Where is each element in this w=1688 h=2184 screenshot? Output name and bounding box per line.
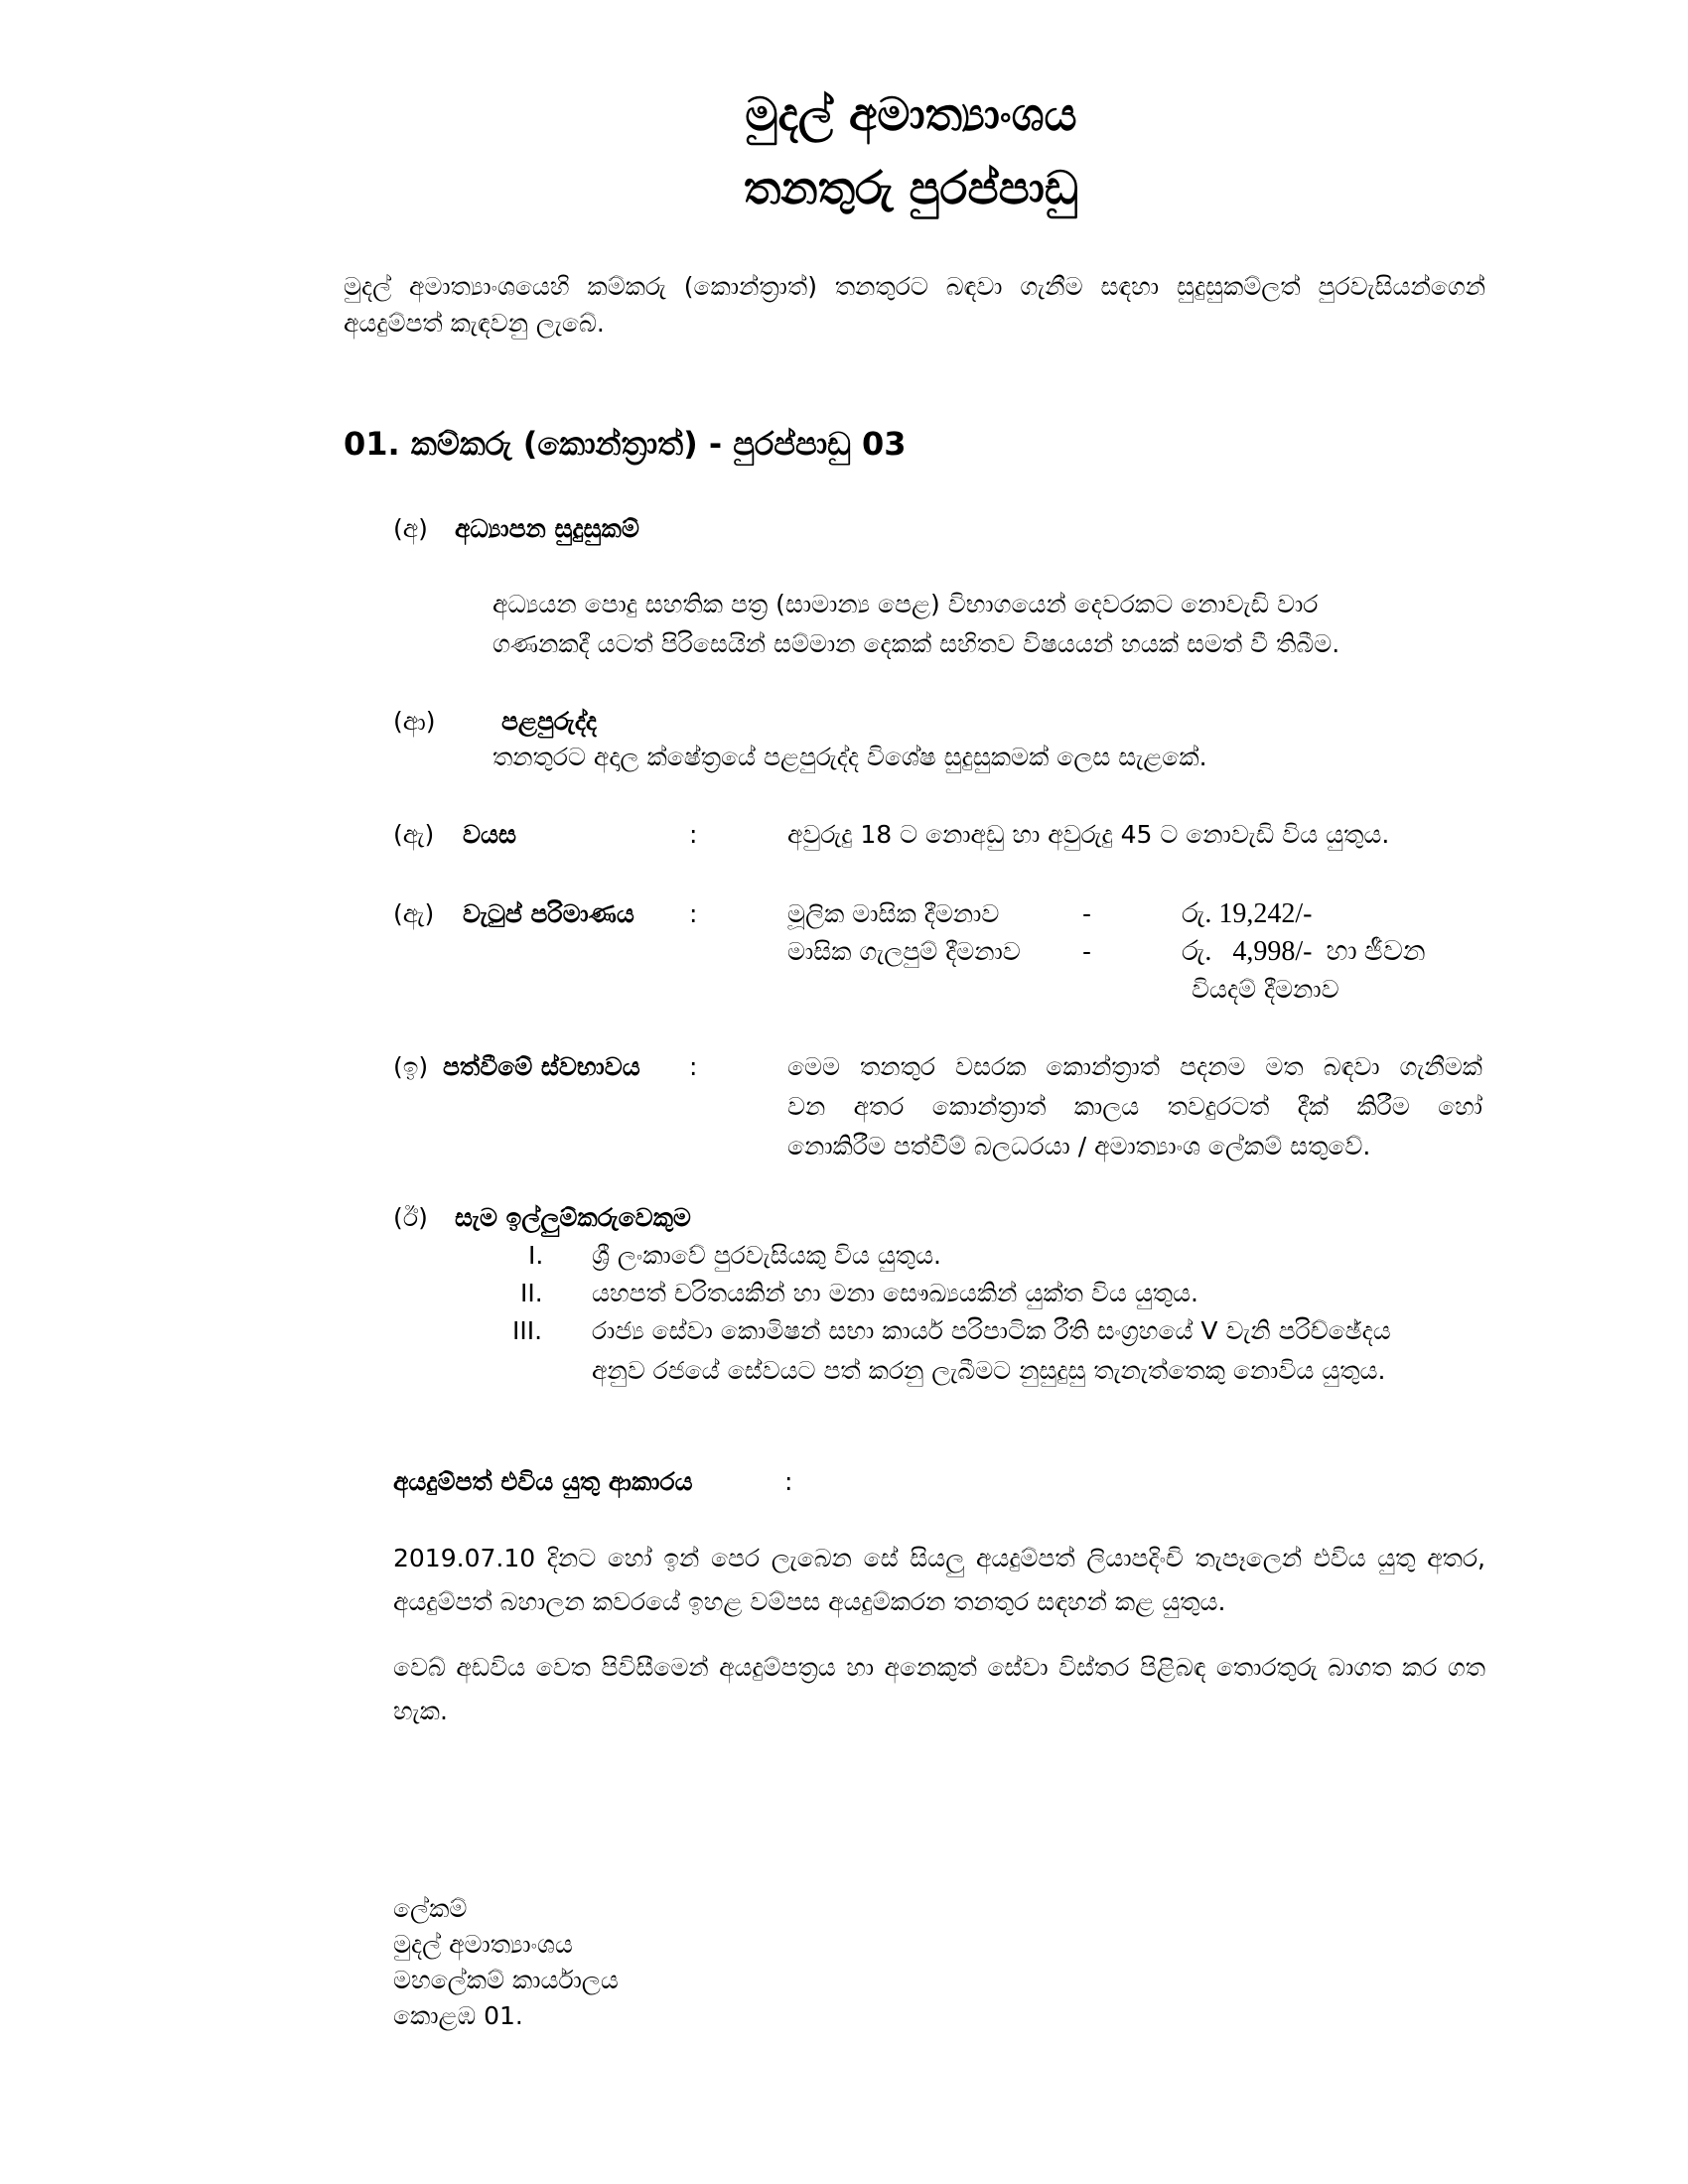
salary-basic-label: මූලික මාසික දීමනාව (787, 899, 1000, 928)
applicant-req-1: ශ්‍රී ලංකාවේ පුරවැසියකු විය යුතුය. (592, 1241, 941, 1270)
salary-basic-value: රු. 19,242/- (1182, 898, 1313, 929)
title-ministry: මුදල් අමාත්‍යාංශය (745, 87, 1077, 141)
age-colon: : (689, 820, 698, 849)
item-label-education: අධ්‍යාපන සුදුසුකම් (455, 514, 639, 543)
apply-colon: : (784, 1467, 793, 1496)
item-marker-aa: (ආ) (393, 707, 436, 736)
title-vacancies: තනතුරු පුරප්පාඩු (744, 161, 1078, 214)
intro-paragraph: මුදල් අමාත්‍යාංශයෙහි කම්කරු (කොන්ත්‍රාත්) තනතුරට බඳවා ගැනීම සඳහා සුදුසුකම්ලත් පුරවැසියන්ගෙන් අයදුම්පත් කැඳවනු ලැබේ. (344, 272, 1485, 338)
item-label-appointment: පත්වීමේ ස්වභාවය (443, 1052, 640, 1081)
apply-paragraph-2: වෙබ් අඩවිය වෙත පිවිසීමෙන් අයදුම්පත්‍රය හා අනෙකුත් සේවා විස්තර පිළිබඳ තොරතුරු බාගත කර ගත හැක. (393, 1653, 1485, 1725)
applicant-req-3-line-1: රාජ්‍ය සේවා කොමිෂන් සභා කාර්ය පරිපාටික රීති සංග්‍රහයේ V වැනි පරිච්ඡේදය (592, 1316, 1391, 1345)
item-label-salary: වැටුප් පරිමාණය (463, 899, 634, 928)
education-line-2: ගණනකදී යටත් පිරිසෙයින් සම්මාන දෙකක් සහිතව විෂයයන් හයක් සමත් වී තිබීම. (492, 629, 1340, 658)
item-marker-a: (අ) (393, 514, 428, 543)
apply-paragraph-1: 2019.07.10 දිනට හෝ ඉන් පෙර ලැබෙන සේ සියලු අයදුම්පත් ලියාපදිංචි තැපෑලෙන් එවිය යුතු අතර, අයදුම්පත් බහාලන කවරයේ ඉහළ වම්පස අයදුම්කරන තනතුර සඳහන් කළ යුතුය. (393, 1544, 1485, 1616)
item-label-experience: පළපුරුද්ද (501, 707, 598, 736)
applicant-num-1: I. (528, 1241, 544, 1270)
experience-line-1: තනතුරට අදාල ක්ෂේත්‍රයේ පළපුරුද්ද විශේෂ සුදුසුකමක් ලෙස සැළකේ. (492, 743, 1207, 771)
salary-living-cost: වියදම් දීමනාව (1192, 975, 1339, 1004)
item-marker-ae: (ඇ) (393, 820, 435, 849)
item-label-age: වයස (463, 820, 516, 849)
applicant-num-3: III. (512, 1316, 543, 1345)
salary-basic-dash: - (1082, 899, 1092, 928)
salary-adjust-dash: - (1082, 937, 1092, 966)
item-marker-ii: (ඊ) (393, 1203, 428, 1232)
applicant-num-2: II. (520, 1279, 543, 1307)
education-line-1: අධ්‍යයන පොදු සහතික පත්‍ර (සාමාන්‍ය පෙළ) විභාගයෙන් දෙවරකට නොවැඩි වාර (492, 590, 1319, 618)
appointment-colon: : (689, 1052, 698, 1081)
appointment-line-3: නොකිරීම පත්වීම් බලධරයා / අමාත්‍යාංශ ලේකම් සතුවේ. (787, 1132, 1371, 1160)
salary-adjust-value: රු. 4,998/- හා ජීවන (1182, 936, 1426, 967)
section-heading: 01. කම්කරු (කොන්ත්‍රාත්) - පුරප්පාඩු 03 (344, 425, 907, 463)
apply-label: අයදුම්පත් එවිය යුතු ආකාරය (393, 1467, 693, 1496)
applicant-req-2: යහපත් චරිතයකින් හා මනා සෞඛ්‍යයකින් යුක්ත විය යුතුය. (592, 1279, 1198, 1307)
item-marker-ae2: (ඇ) (393, 899, 435, 928)
salary-colon: : (689, 899, 698, 928)
signature-city: කොළඹ 01. (393, 2001, 523, 2030)
salary-adjust-label: මාසික ගැලපුම් දීමනාව (787, 937, 1021, 966)
signature-secretary: ලේකම් (393, 1894, 468, 1923)
appointment-line-2: වන අතර කොන්ත්‍රාත් කාලය තවදුරටත් දීක් කිරීම හෝ (787, 1092, 1482, 1121)
signature-office: මහලේකම් කාර්යාලය (393, 1966, 619, 1994)
item-marker-i: (ඉ) (393, 1052, 429, 1081)
applicant-req-3-line-2: අනුව රජයේ සේවයට පත් කරනු ලැබීමට නුසුදුසු තැනැත්තෙකු නොවිය යුතුය. (592, 1356, 1386, 1385)
age-value: අවුරුදු 18 ට නොඅඩු හා අවුරුදු 45 ට නොවැඩි විය යුතුය. (787, 820, 1390, 849)
appointment-line-1: මෙම තනතුර වසරක කොන්ත්‍රාත් පදනම මත බඳවා ගැනීමක් (787, 1052, 1482, 1081)
signature-ministry: මුදල් අමාත්‍යාංශය (393, 1930, 573, 1959)
item-label-applicant: සැම ඉල්ලුම්කරුවෙකුම (455, 1203, 691, 1232)
